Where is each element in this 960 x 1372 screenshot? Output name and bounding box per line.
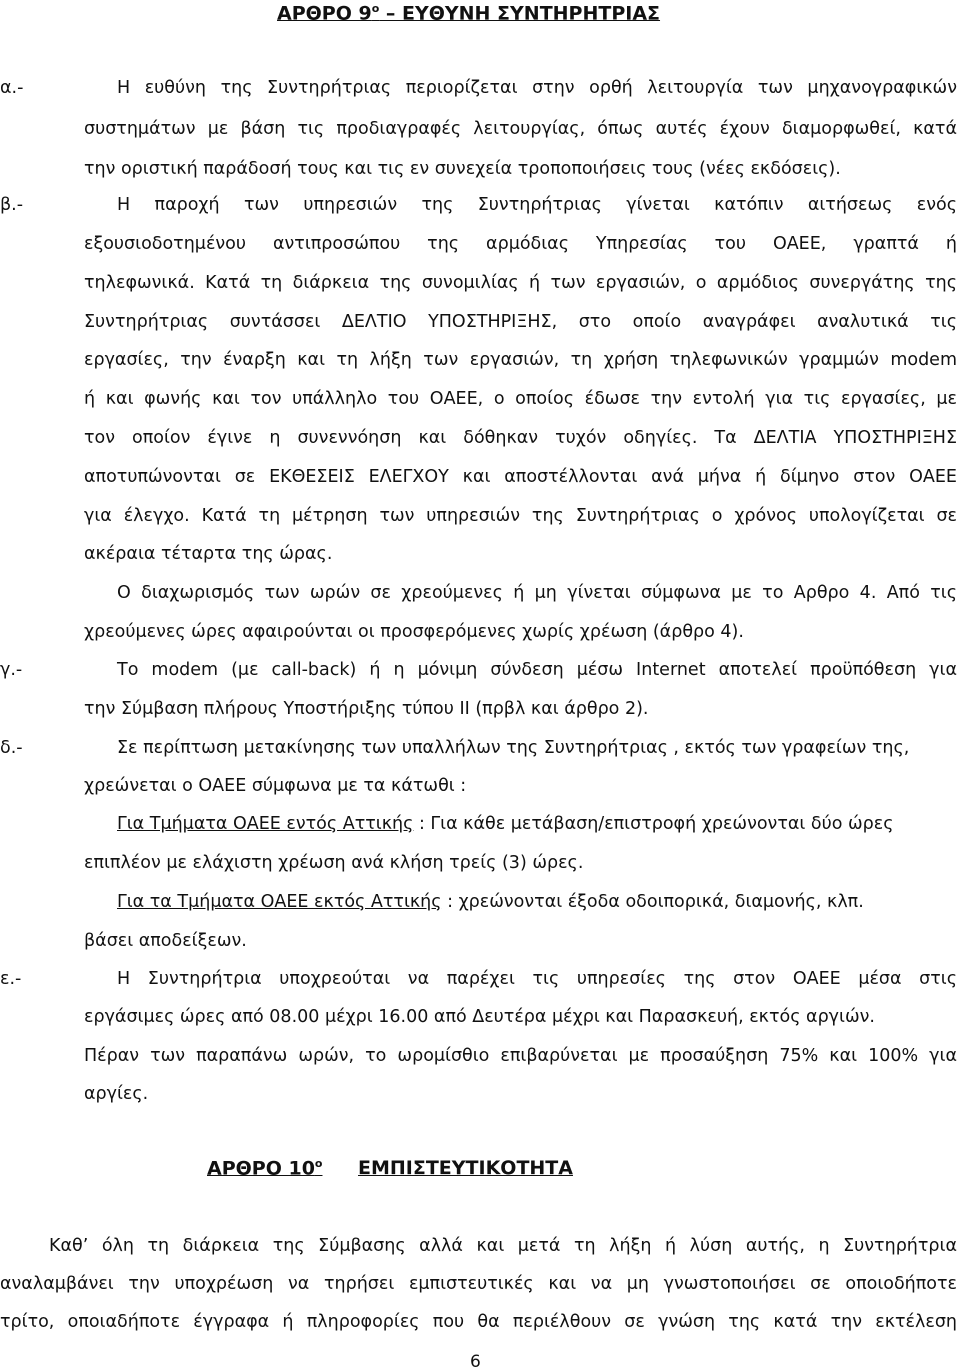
item-e-line-3: Πέραν των παραπάνω ωρών, το ωρομίσθιο επιβαρύνεται με προσαύξηση 75% και 100% για xyxy=(84,1046,957,1066)
article-10-title-number xyxy=(207,1157,322,1179)
item-d-attica-line-2: επιπλέον με ελάχιστη χρέωση ανά κλήση τρείς (3) ώρες. xyxy=(84,853,584,873)
item-e-line-4: αργίες. xyxy=(84,1084,149,1104)
item-b-para2-line-1: Ο διαχωρισμός των ωρών σε χρεούμενες ή μη γίνεται σύμφωνα με το Αρθρο 4. Από τις xyxy=(117,583,957,603)
article-10-line-3: τρίτο, οποιαδήποτε έγγραφα ή πληροφορίες που θα περιέλθουν σε γνώση της κατά την εκτέλεση xyxy=(0,1312,957,1332)
item-a-label: α.- xyxy=(0,78,24,98)
item-b-line-1: Η παροχή των υπηρεσιών της Συντηρήτριας γίνεται κατόπιν αιτήσεως ενός xyxy=(117,195,957,215)
article-10-title-text: ΕΜΠΙΣΤΕΥΤΙΚΟΤΗΤΑ xyxy=(358,1157,573,1179)
item-c-label: γ.- xyxy=(0,660,23,680)
page-number: 6 xyxy=(470,1352,481,1372)
item-b-line-6: ή και φωνής και τον υπάλληλο του ΟΑΕΕ, ο οποίος έδωσε την εντολή για τις εργασίες, με xyxy=(84,389,957,409)
article-10-title-sup: ο xyxy=(314,1157,323,1170)
article-10-line-2: αναλαμβάνει την υποχρέωση να τηρήσει εμπιστευτικές και να μη γνωστοποιήσει σε οποιοδήποτε xyxy=(0,1274,957,1294)
item-e-line-2: εργάσιμες ώρες από 08.00 μέχρι 16.00 από Δευτέρα μέχρι και Παρασκευή, εκτός αργιών. xyxy=(84,1007,875,1027)
item-b-line-2: εξουσιοδοτημένου αντιπροσώπου της αρμόδιας Υπηρεσίας του ΟΑΕΕ, γραπτά ή xyxy=(84,234,957,254)
item-a-line-3: την οριστική παράδοσή τους και τις εν συνεχεία τροποποιήσεις τους (νέες εκδόσεις). xyxy=(84,159,841,179)
attica-label: Για Τμήματα ΟΑΕΕ εντός Αττικής xyxy=(117,814,414,834)
article-10-title-prefix: ΑΡΘΡΟ 10 xyxy=(207,1157,315,1180)
item-b-line-5: εργασίες, την έναρξη και τη λήξη των εργασιών, τη χρήση τηλεφωνικών γραμμών modem xyxy=(84,350,957,370)
item-b-line-7: τον οποίον έγινε η συνεννόηση και δόθηκαν τυχόν οδηγίες. Τα ΔΕΛΤΙΑ ΥΠΟΣΤΗΡΙΞΗΣ xyxy=(84,428,957,448)
item-d-outside-line-2: βάσει αποδείξεων. xyxy=(84,931,247,951)
item-c-line-2: την Σύμβαση πλήρους Υποστήριξης τύπου ΙΙ (πρβλ και άρθρο 2). xyxy=(84,699,649,719)
item-e-line-1: Η Συντηρήτρια υποχρεούται να παρέχει τις υπηρεσίες της στον ΟΑΕΕ μέσα στις xyxy=(117,969,957,989)
outside-attica-label: Για τα Τμήματα ΟΑΕΕ εκτός Αττικής xyxy=(117,892,442,912)
item-d-outside-line xyxy=(117,891,864,913)
attica-text: : Για κάθε μετάβαση/επιστροφή χρεώνονται δύο ώρες xyxy=(413,814,894,834)
article-9-title xyxy=(277,2,660,24)
item-d-line-1: Σε περίπτωση μετακίνησης των υπαλλήλων της Συντηρήτριας , εκτός των γραφείων της, xyxy=(117,738,910,758)
article-9-title-sup: ο xyxy=(371,2,380,15)
article-9-title-suffix: – ΕΥΘΥΝΗ ΣΥΝΤΗΡΗΤΡΙΑΣ xyxy=(379,2,661,25)
item-b-line-8: αποτυπώνονται σε ΕΚΘΕΣΕΙΣ ΕΛΕΓΧΟΥ και αποστέλλονται ανά μήνα ή δίμηνο στον ΟΑΕΕ xyxy=(84,467,957,487)
item-b-line-4: Συντηρήτριας συντάσσει ΔΕΛΤΙΟ ΥΠΟΣΤΗΡΙΞΗΣ, στο οποίο αναγράφει αναλυτικά τις xyxy=(84,312,957,332)
item-a-line-1: Η ευθύνη της Συντηρήτριας περιορίζεται στην ορθή λειτουργία των μηχανογραφικών xyxy=(117,78,957,98)
item-b-line-10: ακέραια τέταρτα της ώρας. xyxy=(84,544,333,564)
item-c-line-1: Το modem (με call-back) ή η μόνιμη σύνδεση μέσω Internet αποτελεί προϋπόθεση για xyxy=(117,660,957,680)
item-e-label: ε.- xyxy=(0,969,22,989)
item-b-line-9: για έλεγχο. Κατά τη μέτρηση των υπηρεσιών της Συντηρήτριας ο χρόνος υπολογίζεται σε xyxy=(84,506,957,526)
article-10-line-1: Καθ’ όλη τη διάρκεια της Σύμβασης αλλά και μετά τη λήξη ή λύση αυτής, η Συντηρήτρια xyxy=(49,1236,957,1256)
item-b-line-3: τηλεφωνικά. Κατά τη διάρκεια της συνομιλίας ή των εργασιών, ο αρμόδιος συνεργάτης της xyxy=(84,273,957,293)
item-a-line-2: συστημάτων με βάση τις προδιαγραφές λειτουργίας, όπως αυτές έχουν διαμορφωθεί, κατά xyxy=(84,119,957,139)
article-9-title-prefix: ΑΡΘΡΟ 9 xyxy=(277,2,372,25)
item-d-label: δ.- xyxy=(0,738,23,758)
item-d-attica-line xyxy=(117,813,894,835)
item-d-line-2: χρεώνεται ο ΟΑΕΕ σύμφωνα με τα κάτωθι : xyxy=(84,776,467,796)
item-b-para2-line-2: χρεούμενες ώρες αφαιρούνται οι προσφερόμενες χωρίς χρέωση (άρθρο 4). xyxy=(84,622,744,642)
outside-attica-text: : χρεώνονται έξοδα οδοιπορικά, διαμονής, κλπ. xyxy=(441,892,864,912)
item-b-label: β.- xyxy=(0,195,24,215)
